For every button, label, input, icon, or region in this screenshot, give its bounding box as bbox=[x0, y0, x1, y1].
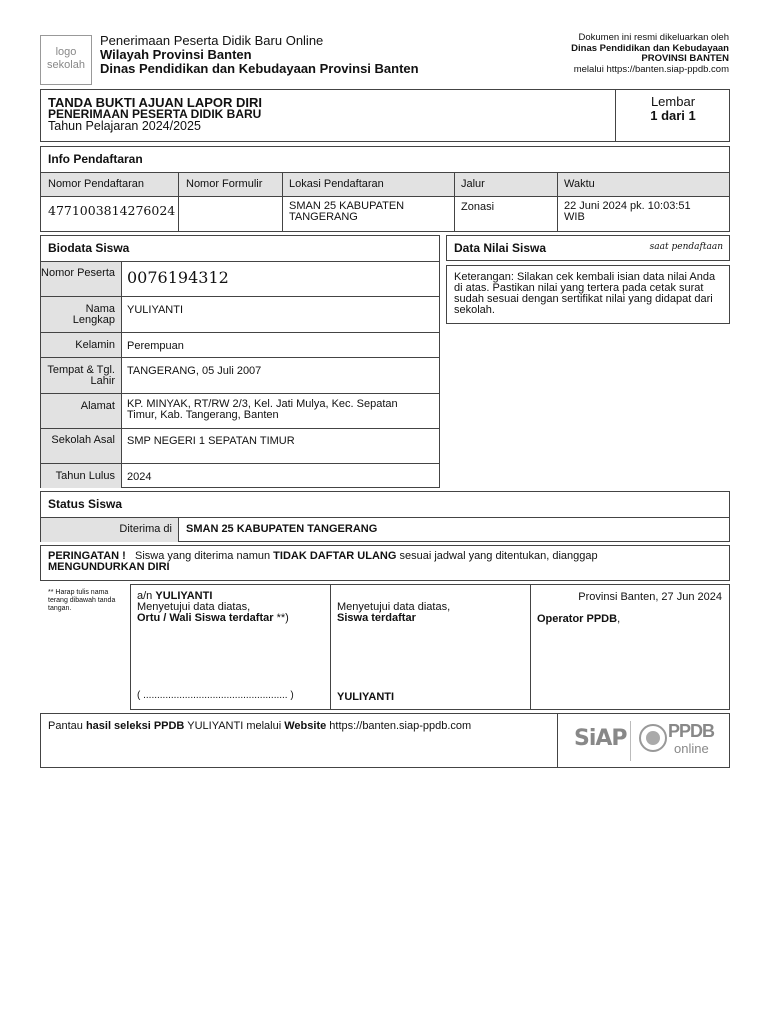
warning-text-2: sesuai jadwal yang ditentukan, dianggap bbox=[399, 550, 598, 562]
kelamin-value: Perempuan bbox=[127, 340, 184, 352]
status-section bbox=[40, 491, 730, 542]
lulus-value: 2024 bbox=[127, 471, 152, 483]
nomor-pendaftaran-value: 4771003814276024 bbox=[48, 203, 176, 218]
doc-year: Tahun Pelajaran 2024/2025 bbox=[48, 119, 201, 133]
col-header-nomor-formulir: Nomor Formulir bbox=[186, 178, 263, 190]
col-header-jalur: Jalur bbox=[461, 178, 485, 190]
student-signature-name: YULIYANTI bbox=[337, 691, 395, 703]
label-tempat-tgl-lahir: Tempat & Tgl. Lahir bbox=[47, 364, 115, 387]
ppdb-logo: PPDB bbox=[668, 721, 715, 741]
status-title: Status Siswa bbox=[48, 497, 123, 511]
operator-comma: , bbox=[617, 613, 621, 625]
nilai-section bbox=[446, 235, 730, 261]
header-title-2: Wilayah Provinsi Banten bbox=[100, 47, 252, 62]
biodata-section bbox=[40, 235, 440, 488]
alamat-value: KP. MINYAK, RT/RW 2/3, Kel. Jati Mulya, Kec. Sepatan Timur, Kab. Tangerang, Banten bbox=[127, 398, 398, 421]
parent-signature-blank: ( .................................................... ) bbox=[137, 690, 294, 701]
siap-logo: SiAP bbox=[574, 726, 627, 751]
footer-t2: hasil seleksi PPDB bbox=[85, 720, 185, 732]
jalur-value: Zonasi bbox=[461, 201, 495, 213]
col-header-nomor-pendaftaran: Nomor Pendaftaran bbox=[48, 178, 144, 190]
student-approve: Menyetujui data diatas, bbox=[337, 601, 451, 613]
ppdb-emblem-icon bbox=[638, 723, 668, 753]
operator-role bbox=[537, 613, 620, 625]
nilai-keterangan: Keterangan: Silakan cek kembali isian data nilai Anda di atas. Pastikan nilai yang tertera pada cetak surat sudah sesuai dengan sertifikat nilai yang didapat dari sekolah. bbox=[454, 271, 716, 316]
biodata-row-nama bbox=[41, 298, 439, 333]
sign-col-parent bbox=[137, 591, 327, 624]
logo-text-1: logo bbox=[55, 46, 77, 58]
footer-t4: Website bbox=[284, 720, 327, 732]
label-tahun-lulus: Tahun Lulus bbox=[55, 470, 115, 482]
online-logo: online bbox=[674, 741, 709, 756]
waktu-value: 22 Juni 2024 pk. 10:03:51 WIB bbox=[564, 200, 691, 223]
issuer-note-1: Dokumen ini resmi dikeluarkan oleh bbox=[578, 32, 729, 43]
sign-place-date: Provinsi Banten, 27 Jun 2024 bbox=[578, 591, 722, 603]
lokasi-value: SMAN 25 KABUPATEN TANGERANG bbox=[289, 200, 405, 223]
nilai-title: Data Nilai Siswa bbox=[454, 241, 547, 255]
school-logo-placeholder bbox=[40, 35, 92, 85]
ttl-value: TANGERANG, 05 Juli 2007 bbox=[127, 365, 262, 377]
header-title bbox=[100, 34, 500, 76]
biodata-row-alamat bbox=[41, 395, 439, 429]
footer-logo-cell bbox=[557, 714, 730, 767]
warning-text-1: Siswa yang diterima namun bbox=[134, 550, 271, 562]
label-sekolah-asal: Sekolah Asal bbox=[51, 434, 115, 446]
student-role: Siswa terdaftar bbox=[337, 612, 416, 624]
sheet-label: Lembar bbox=[650, 94, 696, 109]
label-kelamin: Kelamin bbox=[75, 339, 115, 351]
info-header-row bbox=[41, 172, 729, 197]
footer-t3: YULIYANTI melalui bbox=[187, 720, 282, 732]
issuer-note-2: Dinas Pendidikan dan Kebudayaan bbox=[571, 42, 729, 54]
warning-lead: PERINGATAN ! bbox=[48, 550, 126, 562]
sekolah-value: SMP NEGERI 1 SEPATAN TIMUR bbox=[127, 435, 295, 447]
warning-strong: TIDAK DAFTAR ULANG bbox=[273, 550, 397, 562]
issuer-note-3: PROVINSI BANTEN bbox=[641, 53, 729, 64]
biodata-row-nomor bbox=[41, 262, 439, 297]
signature-section bbox=[130, 584, 730, 710]
parent-an: a/n bbox=[137, 590, 153, 602]
footer-t5: https://banten.siap-ppdb.com bbox=[329, 720, 472, 732]
header-title-1: Penerimaan Peserta Didik Baru Online bbox=[100, 33, 324, 48]
header-title-3: Dinas Pendidikan dan Kebudayaan Provinsi Banten bbox=[100, 61, 419, 76]
header-issuer-note bbox=[469, 33, 729, 75]
biodata-row-lulus bbox=[41, 465, 439, 488]
warning-text bbox=[48, 551, 718, 573]
footer-box bbox=[40, 713, 730, 768]
info-pendaftaran-title: Info Pendaftaran bbox=[48, 152, 143, 166]
status-label: Diterima di bbox=[119, 523, 172, 535]
sign-col-student bbox=[337, 602, 527, 624]
biodata-title: Biodata Siswa bbox=[48, 241, 130, 255]
biodata-row-kelamin bbox=[41, 334, 439, 358]
issuer-note-4: melalui https://banten.siap-ppdb.com bbox=[573, 63, 729, 75]
sheet-counter bbox=[615, 89, 730, 142]
col-header-waktu: Waktu bbox=[564, 178, 595, 190]
label-alamat: Alamat bbox=[80, 400, 115, 412]
parent-mark: **) bbox=[276, 612, 289, 624]
warning-end: MENGUNDURKAN DIRI bbox=[48, 561, 170, 573]
footer-t1: Pantau bbox=[48, 720, 83, 732]
operator-role-text: Operator PPDB bbox=[537, 613, 618, 625]
label-nama-lengkap: Nama Lengkap bbox=[72, 303, 115, 326]
footer-text bbox=[48, 720, 548, 732]
parent-name: YULIYANTI bbox=[155, 590, 213, 602]
biodata-row-sekolah bbox=[41, 430, 439, 464]
info-pendaftaran-section bbox=[40, 146, 730, 232]
nilai-keterangan-box bbox=[446, 265, 730, 324]
nama-value: YULIYANTI bbox=[127, 304, 184, 316]
status-value: SMAN 25 KABUPATEN TANGERANG bbox=[186, 523, 378, 535]
biodata-row-ttl bbox=[41, 359, 439, 394]
sheet-value: 1 dari 1 bbox=[650, 108, 696, 123]
col-header-lokasi: Lokasi Pendaftaran bbox=[289, 178, 384, 190]
parent-role: Ortu / Wali Siswa terdaftar bbox=[137, 612, 274, 624]
nomor-peserta-value: 0076194312 bbox=[127, 268, 229, 287]
signature-note: ** Harap tulis nama terang dibawah tanda tangan. bbox=[48, 589, 116, 612]
warning-box bbox=[40, 545, 730, 581]
document-title-box bbox=[40, 89, 730, 142]
logo-text-2: sekolah bbox=[47, 59, 85, 71]
parent-approve: Menyetujui data diatas, bbox=[137, 601, 251, 613]
nilai-subtitle: saat pendaftaan bbox=[649, 242, 723, 252]
doc-title-1: TANDA BUKTI AJUAN LAPOR DIRI bbox=[48, 95, 263, 110]
doc-title-2: PENERIMAAN PESERTA DIDIK BARU bbox=[48, 107, 262, 121]
label-nomor-peserta: Nomor Peserta bbox=[41, 267, 115, 279]
